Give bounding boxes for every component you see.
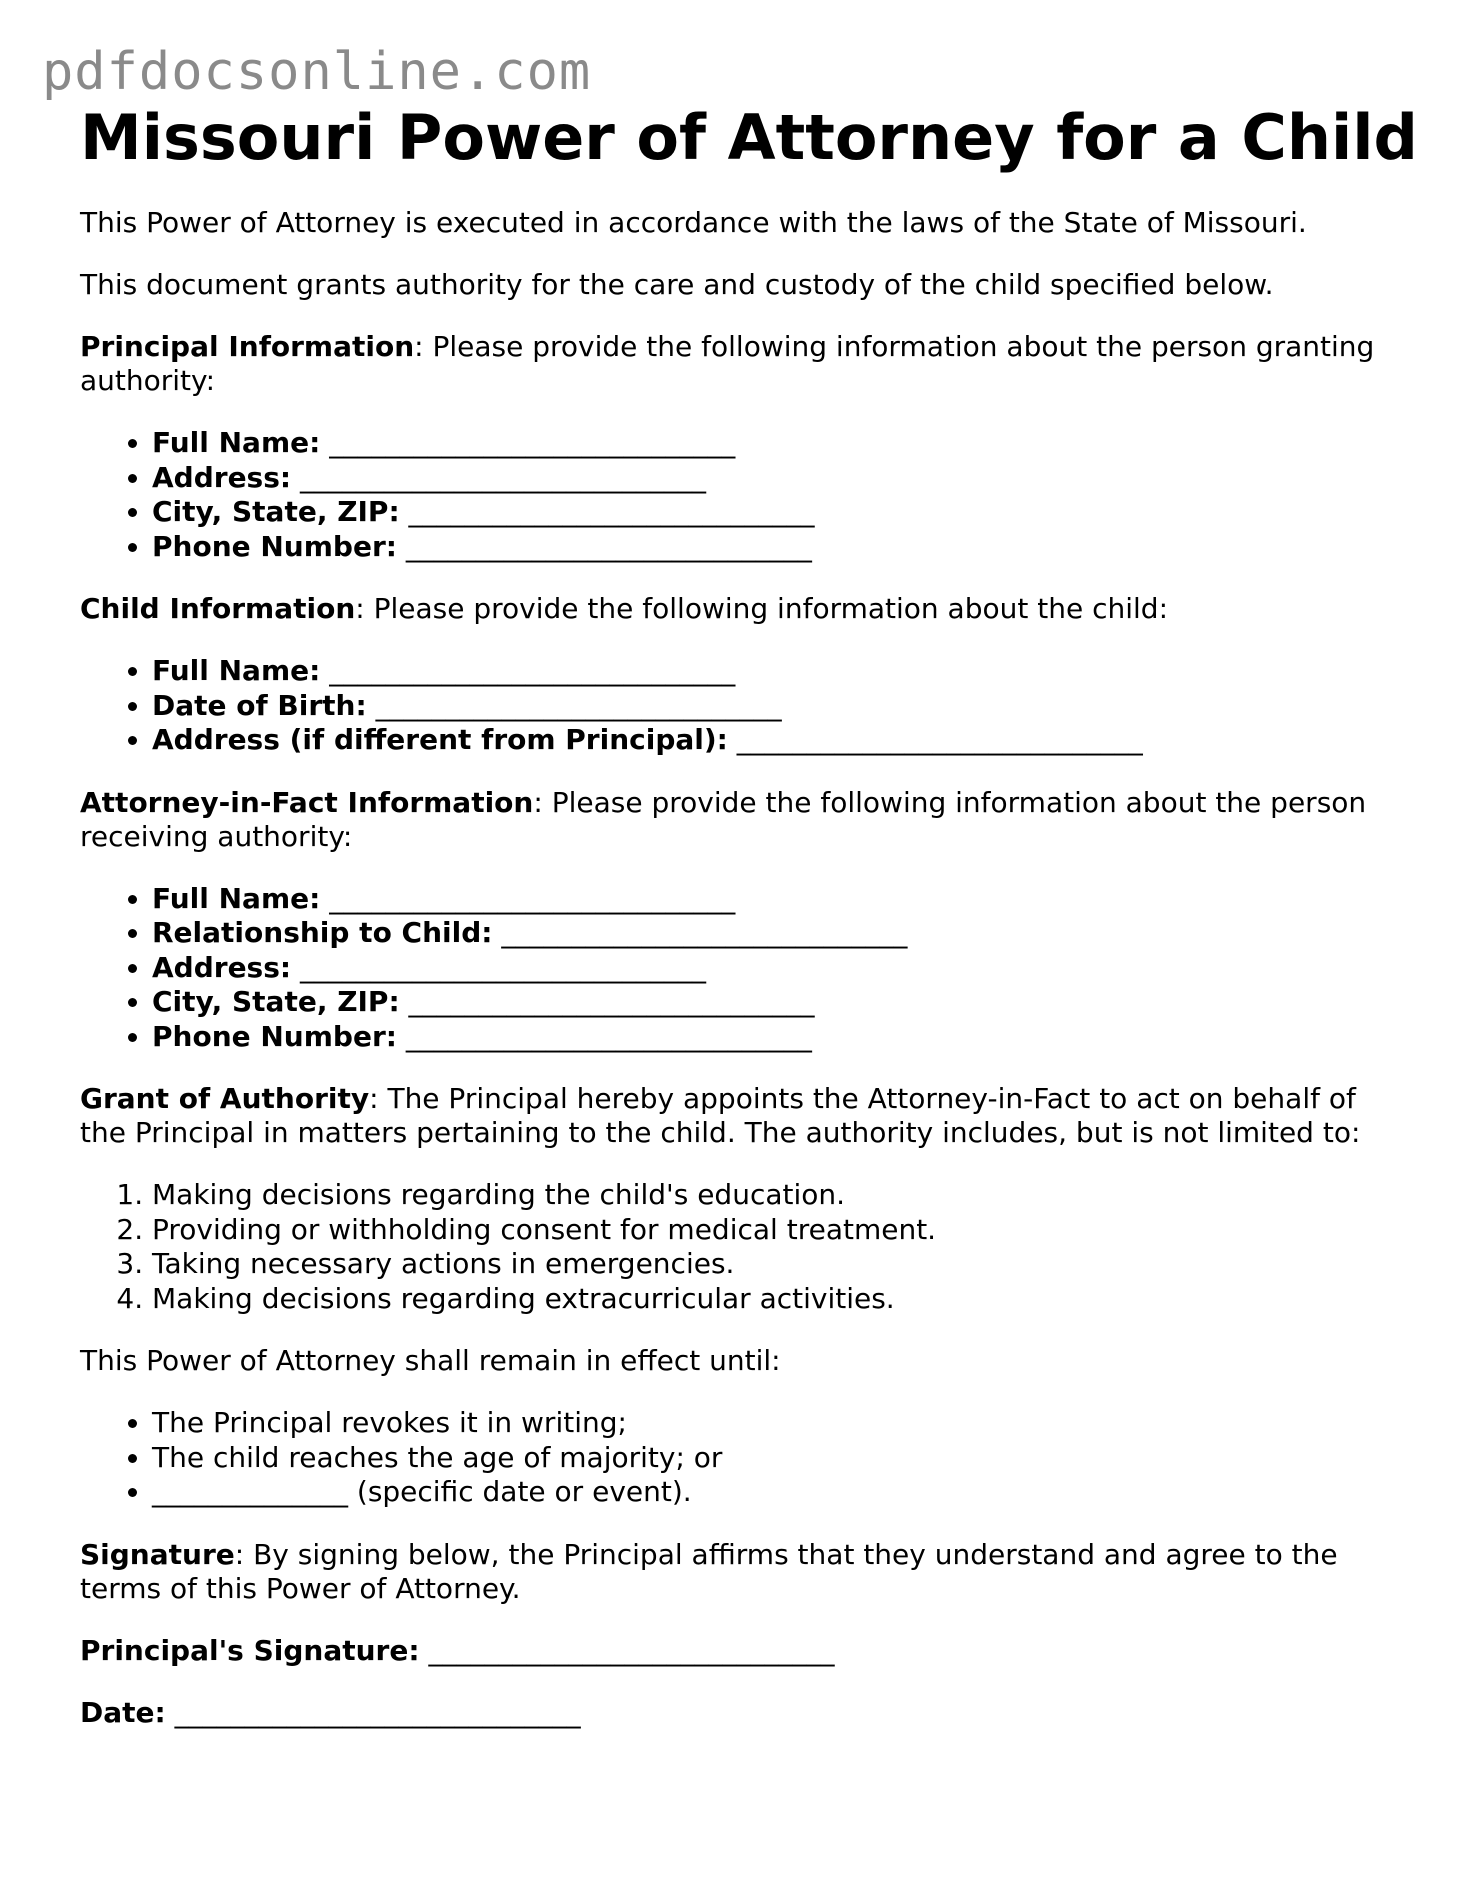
section-heading: Signature: [80, 1537, 235, 1571]
blank-line[interactable]: _____________________________: [405, 1019, 812, 1053]
watermark: pdfdocsonline.com: [42, 42, 592, 102]
duration-text: This Power of Attorney shall remain in effect until:: [80, 1344, 781, 1377]
blank-line[interactable]: _____________________________: [408, 985, 815, 1018]
list-item: 3. Taking necessary actions in emergencies.: [152, 1247, 1380, 1282]
field-label: Date:: [80, 1695, 166, 1729]
field-label: Address (if different from Principal):: [152, 723, 728, 756]
list-item: [152, 495, 1380, 530]
duration-list: [80, 1406, 1380, 1510]
field-label: Relationship to Child:: [152, 916, 493, 949]
intro-paragraph: This document grants authority for the care and custody of the child specified below.: [80, 268, 1274, 301]
list-item: [152, 882, 1380, 917]
blank-line[interactable]: _____________________________: [408, 495, 815, 528]
blank-line[interactable]: _____________________________: [428, 1633, 835, 1667]
field-label: Full Name:: [152, 426, 321, 459]
section-heading: Child Information: [80, 592, 356, 625]
blank-line[interactable]: _____________________________: [174, 1695, 581, 1729]
field-label: Principal's Signature:: [80, 1633, 420, 1667]
principal-section-intro: [80, 330, 1380, 398]
field-label: Phone Number:: [152, 529, 397, 563]
field-label: Phone Number:: [152, 1019, 397, 1053]
blank-line[interactable]: _____________________________: [329, 426, 736, 459]
blank-line[interactable]: _____________________________: [300, 460, 706, 494]
signature-section-intro: [80, 1538, 1380, 1606]
document-body: [80, 100, 1418, 1730]
child-section-intro: [80, 592, 1380, 626]
list-item: [152, 951, 1380, 986]
list-item: 4. Making decisions regarding extracurricular activities.: [152, 1282, 1380, 1317]
attorney-section-intro: [80, 786, 1380, 854]
attorney-fields-list: [80, 882, 1380, 1055]
section-heading: Grant of Authority: [80, 1082, 370, 1115]
list-item: [152, 689, 1380, 724]
principal-fields-list: [80, 426, 1380, 564]
list-item: [152, 426, 1380, 461]
list-item: [152, 985, 1380, 1020]
blank-line[interactable]: _____________________________: [300, 950, 706, 984]
section-text: : Please provide the following information about the person granting authority:: [80, 330, 1375, 397]
list-item: • The Principal revokes it in writing;: [152, 1406, 1380, 1441]
section-text: : The Principal hereby appoints the Attorney-in-Fact to act on behalf of the Principal in matters pertaining to the child. The authority includes, but is not limited to:: [80, 1082, 1361, 1149]
list-item: 1. Making decisions regarding the child's education.: [152, 1178, 1380, 1213]
section-heading: Principal Information: [80, 330, 415, 363]
list-item: [152, 654, 1380, 689]
section-heading: Attorney-in-Fact Information: [80, 785, 534, 819]
list-item: [152, 461, 1380, 496]
blank-line[interactable]: _____________________________: [329, 881, 736, 915]
field-label: Address:: [152, 460, 292, 494]
blank-line[interactable]: ______________: [152, 1475, 348, 1508]
blank-line[interactable]: _____________________________: [501, 916, 908, 949]
intro-paragraph: This Power of Attorney is executed in accordance with the laws of the State of Missouri.: [80, 206, 1307, 239]
authority-list: [80, 1178, 1380, 1316]
section-text: : Please provide the following information about the person receiving authority:: [80, 785, 1367, 853]
list-item: [152, 530, 1380, 565]
grant-section-intro: [80, 1082, 1380, 1150]
blank-line[interactable]: _____________________________: [736, 723, 1143, 756]
principal-signature-line: [80, 1634, 1380, 1668]
list-item: [152, 1475, 1380, 1510]
field-label: Address:: [152, 950, 292, 984]
blank-suffix: (specific date or event).: [348, 1475, 692, 1508]
list-item: • The child reaches the age of majority; or: [152, 1441, 1380, 1476]
child-fields-list: [80, 654, 1380, 758]
blank-line[interactable]: _____________________________: [329, 654, 736, 687]
blank-line[interactable]: _____________________________: [375, 688, 782, 722]
list-item: [152, 1020, 1380, 1055]
list-item: [152, 916, 1380, 951]
blank-line[interactable]: _____________________________: [405, 529, 812, 563]
field-label: City, State, ZIP:: [152, 495, 400, 528]
list-item: 2. Providing or withholding consent for medical treatment.: [152, 1213, 1380, 1248]
list-item: [152, 723, 1380, 758]
field-label: Date of Birth:: [152, 688, 367, 722]
field-label: Full Name:: [152, 881, 321, 915]
field-label: City, State, ZIP:: [152, 985, 400, 1018]
date-line: [80, 1696, 1380, 1730]
section-text: : By signing below, the Principal affirms that they understand and agree to the terms of this Power of Attorney.: [80, 1537, 1338, 1605]
page-title: Missouri Power of Attorney for a Child: [80, 101, 1418, 174]
section-text: : Please provide the following information about the child:: [355, 592, 1169, 625]
field-label: Full Name:: [152, 654, 321, 687]
